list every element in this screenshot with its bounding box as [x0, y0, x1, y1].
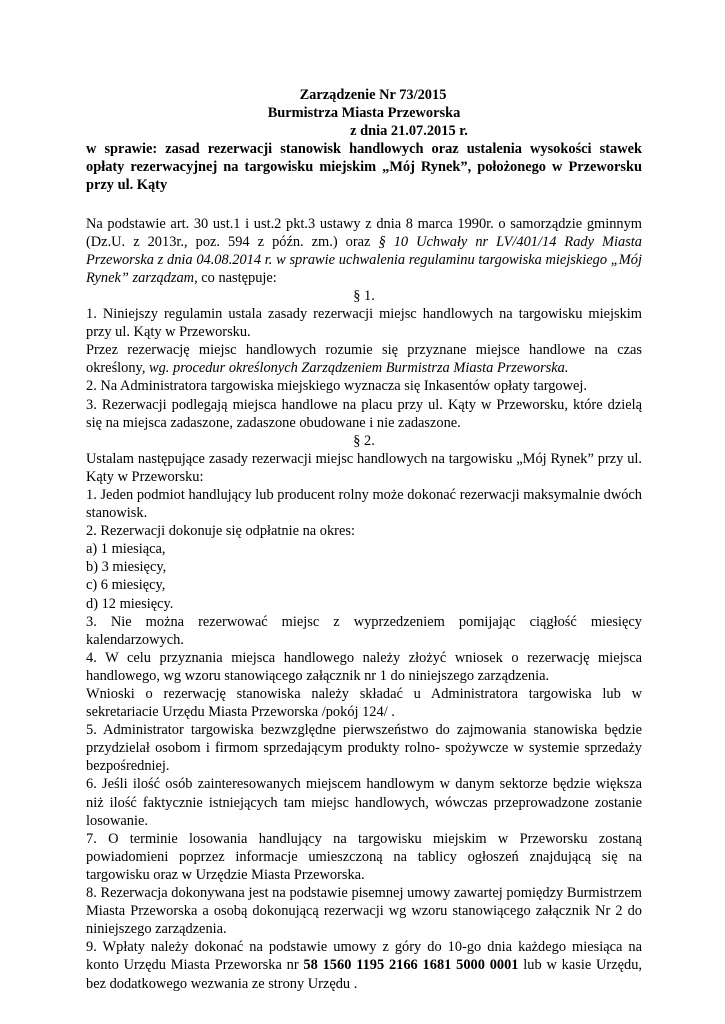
section-2-title: § 2.: [353, 432, 375, 449]
period-item: c) 6 miesięcy,: [86, 577, 166, 594]
bank-account-number: 58 1560 1195 2166 1681 5000 0001: [303, 957, 519, 974]
document-page: [86, 86, 642, 993]
section-2-point-4-submission: Wnioski o rezerwację stanowiska należy składać u Administratora targowiska lub w sekretariacie Urzędu Miasta Przeworska /pokój 124/ .: [86, 686, 642, 721]
ordinance-subject: w sprawie: zasad rezerwacji stanowisk handlowych oraz ustalenia wysokości stawek opłaty rezerwacyjnej na targowisku miejskim „Mój Rynek”, położonego w Przeworsku przy ul. Kąty: [86, 141, 642, 194]
section-2-point-3: 3. Nie można rezerwować miejsc z wyprzedzeniem pomijając ciągłość miesięcy kalendarzowych.: [86, 613, 642, 648]
document-header: [86, 86, 642, 140]
period-item: d) 12 miesięcy.: [86, 595, 174, 612]
section-2-point-7: 7. O terminie losowania handlujący na targowisku miejskim w Przeworsku zostaną powiadomieni poprzez informacje umieszczoną na tablicy ogłoszeń znajdującą się na targowisku oraz w Urzędzie Miasta Przeworska.: [86, 830, 642, 883]
section-2-point-4: 4. W celu przyznania miejsca handlowego należy złożyć wniosek o rezerwację miejsca handlowego, wg wzoru stanowiącego załącznik nr 1 do niniejszego zarządzenia.: [86, 649, 642, 684]
issue-date: z dnia 21.07.2015 r.: [350, 123, 468, 140]
legal-basis: Na podstawie art. 30 ust.1 i ust.2 pkt.3 ustawy z dnia 8 marca 1990r. o samorządzie gminnym (Dz.U. z 2013r., poz. 594 z późn. zm.) oraz § 10 Uchwały nr LV/401/14 Rady Miasta Przeworska z dnia 04.08.2014 r. w sprawie uchwalenia regulaminu targowiska miejskiego „Mój Rynek” zarządzam, co następuje:: [86, 215, 642, 286]
section-2-point-5: 5. Administrator targowiska bezwzględne pierwszeństwo do zajmowania stanowiska będzie przydzielał osobom i firmom sprzedającym produkty rolno- spożywcze w systemie sprzedaży bezpośredniej.: [86, 722, 642, 775]
section-2-point-6: 6. Jeśli ilość osób zainteresowanych miejscem handlowym w danym sektorze będzie większa niż ilość faktycznie istniejących tam miejsc handlowych, wówczas przeprowadzone zostanie losowanie.: [86, 776, 642, 829]
period-item: b) 3 miesięcy,: [86, 559, 167, 576]
section-2-intro: Ustalam następujące zasady rezerwacji miejsc handlowych na targowisku „Mój Rynek” przy ul. Kąty w Przeworsku:: [86, 450, 642, 485]
section-1-title: § 1.: [353, 287, 375, 304]
issuer: Burmistrza Miasta Przeworska: [267, 105, 461, 122]
section-2-point-2: 2. Rezerwacji dokonuje się odpłatnie na okres:: [86, 523, 355, 540]
section-2-point-8: 8. Rezerwacja dokonywana jest na podstawie pisemnej umowy zawartej pomiędzy Burmistrzem Miasta Przeworska a osobą dokonującą rezerwacji wg wzoru stanowiącego załącznik Nr 2 do niniejszego zarządzenia.: [86, 885, 642, 938]
section-2-point-9: 9. Wpłaty należy dokonać na podstawie umowy z góry do 10-go dnia każdego miesiąca na konto Urzędu Miasta Przeworska nr 58 1560 1195 2166 1681 5000 0001 lub w kasie Urzędu, bez dodatkowego wezwania ze strony Urzędu .: [86, 939, 642, 992]
section-1-definition: Przez rezerwację miejsc handlowych rozumie się przyznane miejsce handlowe na czas określony, wg. procedur określonych Zarządzeniem Burmistrza Miasta Przeworska.: [86, 342, 642, 377]
section-1-point-1: 1. Niniejszy regulamin ustala zasady rezerwacji miejsc handlowych na targowisku miejskim przy ul. Kąty w Przeworsku.: [86, 306, 642, 341]
section-1-point-3: 3. Rezerwacji podlegają miejsca handlowe na placu przy ul. Kąty w Przeworsku, które dzielą się na miejsca zadaszone, zadaszone obudowane i nie zadaszone.: [86, 396, 642, 431]
section-2-point-1: 1. Jeden podmiot handlujący lub producent rolny może dokonać rezerwacji maksymalnie dwóch stanowisk.: [86, 486, 642, 522]
section-1-point-2: 2. Na Administratora targowiska miejskiego wyznacza się Inkasentów opłaty targowej.: [86, 378, 588, 395]
ordinance-number: Zarządzenie Nr 73/2015: [299, 87, 447, 103]
period-item: a) 1 miesiąca,: [86, 541, 166, 558]
